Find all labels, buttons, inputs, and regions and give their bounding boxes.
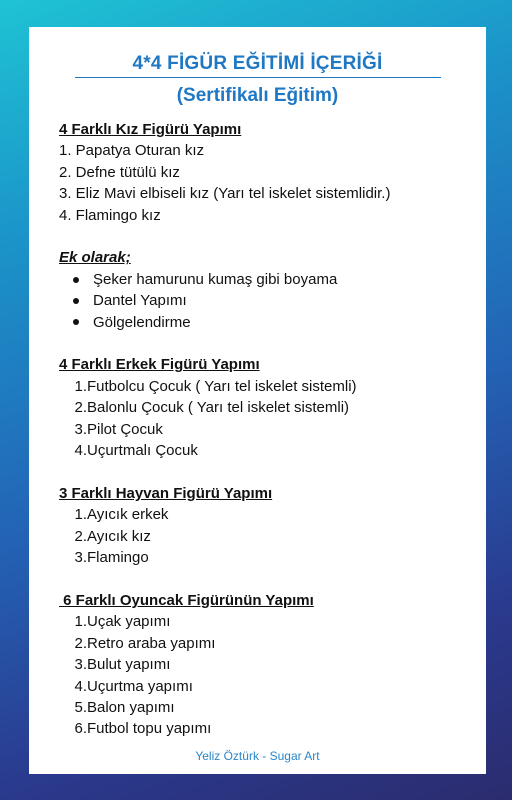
list-number: 5. [74,698,87,716]
title-divider [75,77,441,78]
list-item [59,440,479,461]
list-item-text: Ayıcık kız [87,527,151,545]
list-number: 1. [74,377,87,395]
list-item-text: Bulut yapımı [87,656,171,674]
list-item-text: Pilot Çocuk [87,420,163,438]
list-item [59,633,479,654]
list-item: 1. Papatya Oturan kız [59,142,205,160]
spacer [59,461,479,482]
section-heading-animal: 3 Farklı Hayvan Figürü Yapımı [59,484,273,502]
list-number: 2. [74,634,87,652]
bullet-icon [73,277,79,283]
bullet-icon [73,298,79,304]
list-item [59,419,479,440]
list-item [59,504,479,525]
list-item [59,312,479,333]
list-item-text: Uçak yapımı [87,613,171,631]
list-item: 4. Flamingo kız [59,206,161,224]
list-item-text: Balonlu Çocuk ( Yarı tel iskelet sistemli) [87,399,350,417]
section-heading-extra: Ek olarak; [59,249,131,267]
list-item [59,397,479,418]
list-number: 4. [74,677,87,695]
list-item [59,547,479,568]
list-item [59,526,479,547]
list-number: 1. [74,506,87,524]
list-number: 3. [74,549,87,567]
list-item-text: Flamingo [87,549,149,567]
list-item [59,718,479,739]
list-item-text: Balon yapımı [87,698,175,716]
list-item: 2. Defne tütülü kız [59,163,180,181]
list-item [59,376,479,397]
list-number: 6. [74,720,87,738]
course-content [59,119,479,740]
page-subtitle: (Sertifikalı Eğitim) [176,85,339,106]
section-heading-boy: 4 Farklı Erkek Figürü Yapımı [59,356,260,374]
list-item-text: Şeker hamurunu kumaş gibi boyama [93,270,338,288]
content-card [29,27,486,774]
list-item-text: Futbolcu Çocuk ( Yarı tel iskelet sistemli) [87,377,357,395]
list-item-text: Ayıcık erkek [87,506,169,524]
section-heading-girl: 4 Farklı Kız Figürü Yapımı [59,121,242,138]
list-number: 2. [74,527,87,545]
list-number: 3. [74,656,87,674]
list-number: 4. [74,442,87,460]
list-item-text: Dantel Yapımı [93,292,187,310]
list-item [59,676,479,697]
list-item-text: Retro araba yapımı [87,634,216,652]
section-heading-toy: 6 Farklı Oyuncak Figürünün Yapımı [59,591,314,609]
bullet-icon [73,319,79,325]
page-title: 4*4 FİGÜR EĞİTİMİ İÇERİĞİ [132,53,383,74]
list-item-text: Uçurtma yapımı [87,677,193,695]
list-item [59,290,479,311]
list-item: 3. Eliz Mavi elbiseli kız (Yarı tel iskelet sistemlidir.) [59,185,391,203]
spacer [59,226,479,247]
spacer [59,568,479,589]
list-item-text: Uçurtmalı Çocuk [87,442,198,460]
list-number: 3. [74,420,87,438]
list-number: 1. [74,613,87,631]
list-item-text: Gölgelendirme [93,313,191,331]
spacer [59,333,479,354]
list-number: 2. [74,399,87,417]
list-item [59,269,479,290]
list-item [59,611,479,632]
list-item [59,654,479,675]
list-item-text: Futbol topu yapımı [87,720,212,738]
list-item [59,697,479,718]
footer-credit: Yeliz Öztürk - Sugar Art [195,749,320,763]
